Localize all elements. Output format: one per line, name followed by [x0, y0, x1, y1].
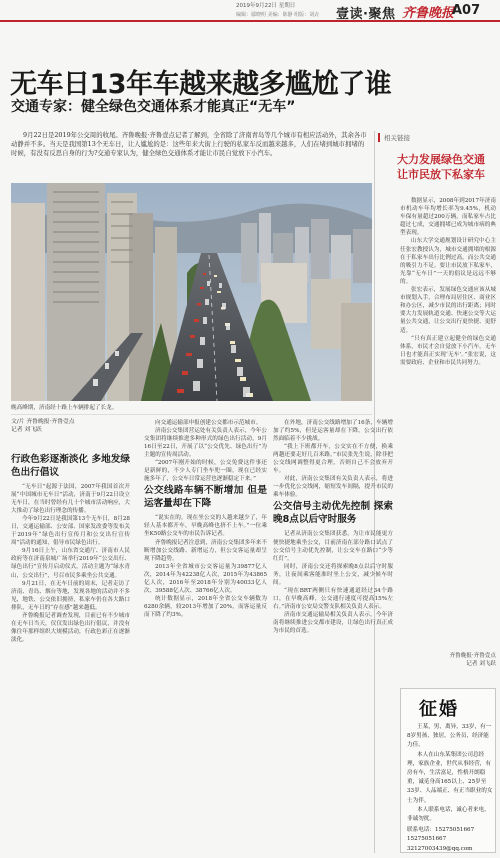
column-1-paragraph: 今年9月22日是我国第13个无车日，8月28日，交通运输部、公安部、国家发改委等发布关于2019年“绿色出行宣传月和公交出行宣传周”活动的通知，倡导市民绿色出行。 — [11, 516, 130, 547]
ad-paragraph: 王某，男，离异，33岁，有一8岁男孩，独居，公务员，经济能力佳。 — [407, 724, 492, 749]
page-number: A07 — [452, 3, 481, 18]
byline-reporter: 记者 刘飞跃 — [11, 426, 42, 433]
column-1-paragraph: “无车日”起源于法国，2007年我国首次开展“中国城市无车日”活动，济南于9月22日设立无车日，在当时曾经有几十个城市活动响应，大大推动了绿色出行理念的传播。 — [11, 484, 130, 515]
section-name: 壹读·聚焦 — [336, 7, 396, 22]
lead-paragraph: 9月22日是2019年公交周的收尾。齐鲁晚报·齐鲁壹点记者了解到，全省除了济南青岛等几个城市有相应活动外，其余各市动静并不多。当天是我国第13个无车日，让人尴尬的是：这些年来大街上行驶的私家车反而越来越多，人们在堵到城市拥堵的时候，有没有反思自身的行为?交通专家认为，健全绿色交通体系才能让市民自觉放下小汽车。 — [11, 131, 367, 158]
masthead — [0, 0, 500, 22]
column-3-paragraph: 记者从济南公交集团获悉，为让市民能更方便快捷地乘坐公交，目前济南在部分路口试点了公交信号主动优先控制，让公交车在路口“少等红灯”。 — [273, 531, 393, 562]
column-2-paragraph: 统计数据显示，2018年全省公交车辆数为6280余辆，较2013年增加了20%，而客运量反而下降了约3%。 — [144, 595, 267, 618]
related-link-tag: 相关链接 — [378, 133, 410, 142]
article-column-2 — [144, 419, 267, 619]
column-1-heading: 行政色彩逐渐淡化 多地发绿色出行倡议 — [11, 454, 130, 478]
column-1-paragraph: 9月21日，在无车日前的周末，记者走访了济南、青岛、烟台等地，发现各地的活动并不多见，地铁、公交依旧拥挤，私家车仍在各大路口排队，无车日的“存在感”越来越低。 — [11, 580, 130, 611]
ad-paragraph: 本人在山东某集团公司总经理，家族企业，世代从事经营，有房有车，生活富足，性格开朗稳重，诚觅身高165以上、25岁至33岁、人品端正、有正当职业的女士为伴。 — [407, 751, 493, 804]
marriage-ad — [400, 688, 496, 853]
sidebar-title: 大力发展绿色交通 让市民放下私家车 — [397, 153, 485, 181]
masthead-editors: 编辑：鄢晓明 美编：陈静 组版：刘垚 — [236, 12, 320, 18]
page-subheadline: 交通专家：健全绿色交通体系才能真正“无车” — [11, 99, 296, 115]
sidebar-body — [400, 197, 496, 367]
ad-title: 征婚 — [419, 699, 459, 720]
traffic-photo — [11, 183, 372, 401]
sidebar-byline: 齐鲁晚报·齐鲁壹点 记者 刘飞跃 — [449, 653, 496, 667]
ad-email: 32127003439@qq.com — [407, 845, 473, 852]
column-3-paragraph: “现在BRT两侧只有快速通道经过34个路口，在早晚高峰，公交通行速度可提高15%左右。”济南市公安局交警支队相关负责人表示。 — [273, 587, 393, 610]
column-3-paragraph: 同时，济南公交还将探索晚8点以后守时服务，让夜间乘客能准时坐上公交，减少候车时间。 — [273, 563, 393, 586]
ad-contact — [407, 826, 493, 854]
sidebar-paragraph: “只有真正建立起健全的绿色交通体系，市民才会自觉放下小汽车，无车日也才能真正实现‘无车’。”张宏说，这需要政府、企业和市民共同努力。 — [400, 335, 496, 366]
column-3-heading: 公交信号主动优先控制 探索晚8点以后守时服务 — [273, 501, 393, 525]
sidebar-paragraph: 张宏表示，发展绿色交通应该从城市规划入手，合理布局居住区、商业区和办公区，减少市民的出行距离；同时要大力发展轨道交通、快速公交等大运量公共交通，让公交出行更快捷、更舒适。 — [400, 287, 496, 334]
ad-phone-1: 15275051667 — [434, 827, 475, 834]
article-byline — [11, 419, 75, 434]
column-3-paragraph: 在外地，济南公交线路增加了16条，车辆增加了约5%，但是运客量却在下降，公交出行依然面临着不少挑战。 — [273, 420, 393, 443]
sidebar-paragraph: 数据显示，2008年到2017年济南市机动车年均增长率为9.45%，机动车保有量超过200万辆，而私家车占比超过七成，交通拥堵已成为城市病的典型表现。 — [400, 198, 496, 237]
masthead-date: 2019年9月22日 星期日 — [236, 3, 296, 9]
column-2-paragraph: “说实在的，现在坐公交的人越来越少了，年轻人基本都开车，早晚高峰也挤不上车。”一位乘坐K50路公交车的市民告诉记者。 — [144, 515, 267, 538]
column-2-paragraph: 2013年全省城市公交客运量为39877亿人次，2014年为42238亿人次，2015年为43865亿人次，2016年至2018年分别为40033亿人次、39588亿人次、38766亿人次。 — [144, 563, 267, 594]
ad-paragraph: 本人联系电话，诚心者来电，非诚勿扰。 — [407, 806, 490, 823]
article-column-3 — [273, 419, 393, 635]
ad-phone-2: 15275051667 — [407, 836, 447, 843]
byline-source: 文/片 齐鲁晚报·齐鲁壹点 — [11, 419, 75, 425]
column-3-paragraph: 对此，济南公交集团有关负责人表示，将进一步优化公交线网，缩短发车间隔，提升市民的乘车体验。 — [273, 476, 393, 499]
ad-body — [407, 723, 493, 854]
column-3-paragraph: 济南市交通运输局相关负责人表示，今年济南将继续推进公交都市建设，让绿色出行真正成为市民的首选。 — [273, 611, 393, 635]
column-2-paragraph: 济南公交集团营运处有关负责人表示，今年公交集团将继续推进多种形式的绿色出行活动，9月16日至22日，开展了以“公交优先、绿色出行”为主题的宣传周活动。 — [144, 428, 267, 459]
sidebar-paragraph: 山东大学交通规划设计研究中心主任张宏教授认为，城市交通拥堵的根源在于私家车出行比例过高，而公共交通的吸引力不足。要让市民放下私家车，光靠“无车日”一天的倡议是远远不够的。 — [400, 238, 496, 285]
column-2-paragraph: 向交通运输部申报创建公交都市示范城市。 — [155, 420, 262, 426]
divider — [11, 414, 372, 415]
column-2-paragraph: “2007年刚开始的时候，公交免费这件事还是新鲜的，不少人专门坐车兜一圈。现在已经实施多年了，公交车日常运营也逐渐稳定下来。” — [144, 460, 267, 483]
column-1-paragraph: 齐鲁晚报记者调查发现，目前已有不少城市在无车日当天，仅仅发出绿色出行倡议，并没有像往年那样组织大规模活动，行政色彩正在逐渐淡化。 — [11, 612, 130, 643]
ad-contact-label: 联系电话： — [407, 827, 435, 834]
column-3-paragraph: “我上下班都开车，公交实在不方便，换乘两趟还要走好几百米路。”市民张先生说，除非把公交线网调整得更合理，否则自己不会放弃开车。 — [273, 444, 393, 475]
traffic-photo-illustration — [11, 183, 372, 401]
column-2-heading: 公交线路车辆不断增加 但是运客量却在下降 — [144, 485, 267, 509]
newspaper-brand-logo: 齐鲁晚报 — [402, 6, 455, 21]
page-headline: 无车日13年车越来越多尴尬了谁 — [10, 69, 392, 100]
photo-caption: 晚高峰期，济南经十路上车辆排起了长龙。 — [11, 405, 118, 411]
column-2-paragraph: 齐鲁晚报记者注意到，济南公交集团多年来不断增加公交线路、新增运力，但公交客运量却呈现下降趋势。 — [144, 539, 267, 562]
article-column-1 — [11, 452, 130, 644]
column-1-paragraph: 9月16日上午，山东省交通厅、济南市人民政府等在济南泉城广场举行2019年“公交出行、绿色出行”宣传月启动仪式，活动主题为“绿水青山，公交出行”，号召市民多乘坐公共交通。 — [11, 548, 130, 579]
